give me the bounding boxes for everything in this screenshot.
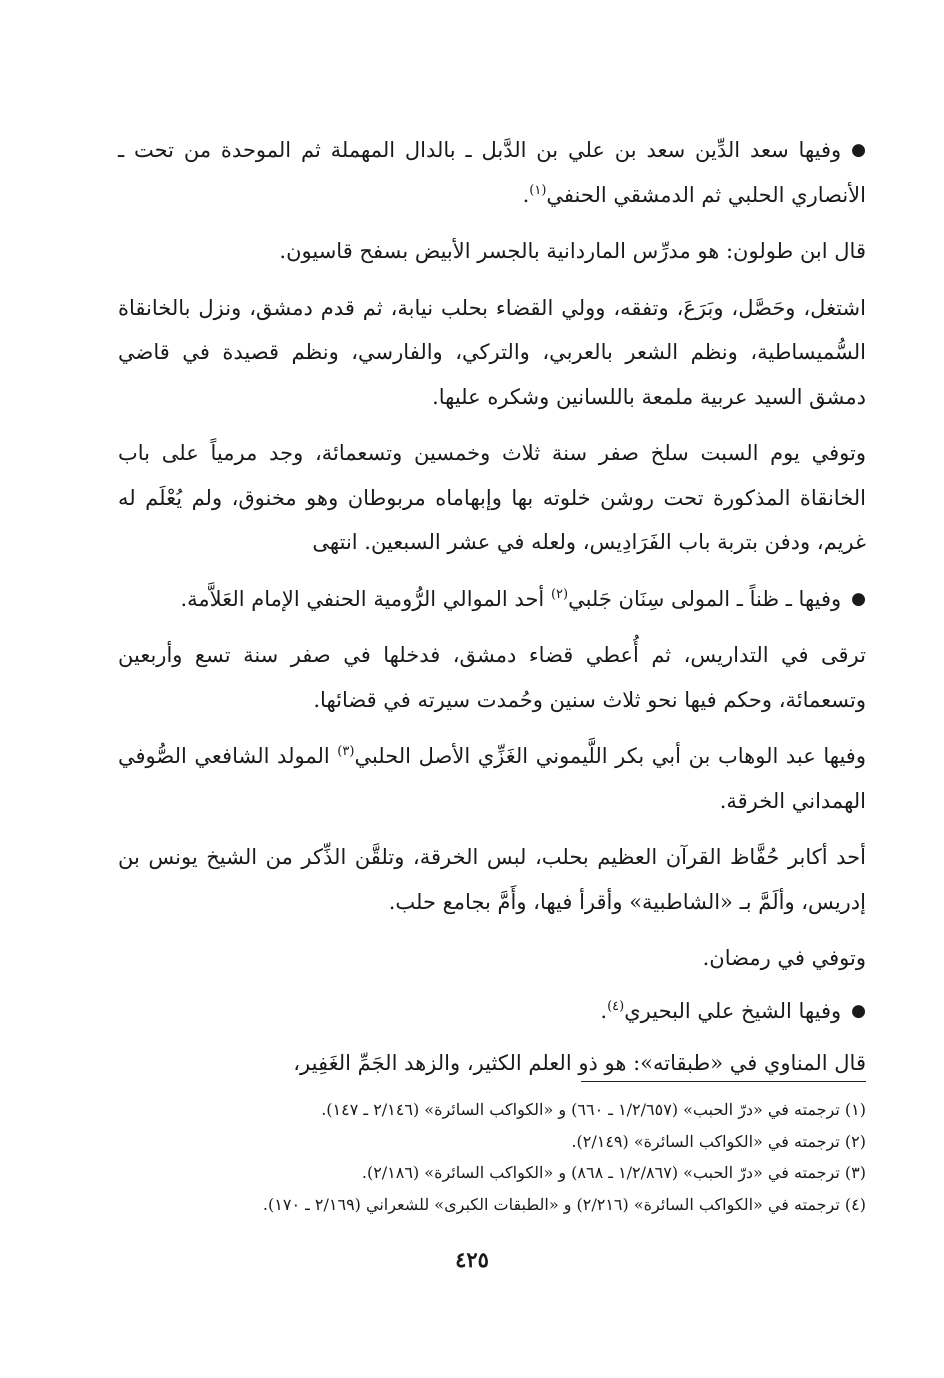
paragraph-munawi bbox=[118, 1041, 866, 1086]
main-text bbox=[118, 128, 866, 1098]
paragraph-abdulwahhab-bio bbox=[118, 835, 866, 924]
paragraph-text: وتوفي يوم السبت سلخ صفر سنة ثلاث وخمسين وتسعمائة، وجد مرمياً على باب الخانقاة المذكورة تحت روشن خلوته بها وإبهاماه مربوطان وهو مخنوق، ولم يُعْلَم له غريم، ودفن بتربة باب الفَرَادِيس، ولعله في عشر السبعين. انتهى bbox=[118, 441, 866, 554]
paragraph-tail: المولد الشافعي الصُّوفي الهمداني الخرقة. bbox=[118, 744, 866, 813]
footnote-ref-4[interactable]: (٤) bbox=[607, 998, 625, 1014]
paragraph-text: وفيها ـ ظناً ـ المولى سِنَان جَلبي bbox=[568, 586, 842, 611]
paragraph-death bbox=[118, 431, 866, 565]
paragraph-text: وفيها عبد الوهاب بن أبي بكر اللَّيموني الغَزِّي الأصل الحلبي bbox=[354, 744, 866, 768]
paragraph-entry-saad bbox=[118, 128, 866, 217]
paragraph-text: وفيها الشيخ علي البحيري bbox=[624, 998, 842, 1023]
paragraph-entry-buhairi bbox=[118, 989, 866, 1034]
paragraph-text: وتوفي في رمضان. bbox=[702, 946, 866, 970]
footnote-divider bbox=[581, 1081, 866, 1082]
paragraph-text: قال المناوي في «طبقاته»: هو ذو العلم الكثير، والزهد الجَمِّ الغَفِير، bbox=[293, 1051, 866, 1075]
paragraph-tail: أحد الموالي الرُّومية الحنفي الإمام العَلاَّمة. bbox=[180, 586, 551, 611]
paragraph-text: اشتغل، وحَصَّل، وبَرَعَ، وتفقه، وولي القضاء بحلب نيابة، ثم قدم دمشق، ونزل بالخانقاة السُّميساطية، ونظم الشعر بالعربي، والتركي، والفارسي، ونظم قصيدة في قاضي دمشق السيد عربية ملمعة باللسانين وشكره عليها. bbox=[118, 295, 866, 409]
paragraph-text: وفيها سعد الدِّين سعد بن علي بن الدَّبل ـ بالدال المهملة ثم الموحدة من تحت ـ الأنصاري الحلبي ثم الدمشقي الحنفي bbox=[118, 138, 866, 207]
footnote-ref-2[interactable]: (٢) bbox=[550, 586, 569, 602]
footnote-2: (٢) ترجمته في «الكواكب السائرة» (٢/١٤٩). bbox=[571, 1131, 866, 1151]
footnote-3: (٣) ترجمته في «درّ الحبب» (١/٢/٨٦٧ ـ ٨٦٨) و «الكواكب السائرة» (٢/١٨٦). bbox=[361, 1163, 866, 1182]
paragraph-studies bbox=[118, 286, 866, 420]
paragraph-entry-sinan bbox=[118, 577, 866, 622]
footnote-ref-1[interactable]: (١) bbox=[529, 182, 547, 198]
paragraph-text: قال ابن طولون: هو مدرِّس الماردانية بالجسر الأبيض بسفح قاسيون. bbox=[279, 239, 866, 263]
page-number: ٤٢٥ bbox=[455, 1247, 489, 1272]
paragraph-text: أحد أكابر حُفَّاظ القرآن العظيم بحلب، لبس الخرقة، وتلقَّن الذِّكر من الشيخ يونس بن إدريس، وألَمَّ بـ «الشاطبية» وأقرأ فيها، وأَمَّ بجامع حلب. bbox=[118, 845, 866, 914]
paragraph-abdulwahhab-death bbox=[118, 936, 866, 981]
paragraph-entry-abdulwahhab bbox=[118, 734, 866, 823]
bullet-icon: ● bbox=[851, 1000, 866, 1021]
paragraph-tail: . bbox=[522, 182, 530, 207]
paragraph-ibn-tulun bbox=[118, 229, 866, 274]
paragraph-tail: . bbox=[600, 998, 608, 1023]
footnote-1: (١) ترجمته في «درّ الحبب» (١/٢/٦٥٧ ـ ٦٦٠) و «الكواكب السائرة» (٢/١٤٦ ـ ١٤٧). bbox=[321, 1100, 866, 1119]
bullet-icon: ● bbox=[851, 140, 866, 160]
bullet-icon: ● bbox=[851, 588, 866, 609]
paragraph-sinan-career bbox=[118, 633, 866, 722]
paragraph-text: ترقى في التداريس، ثم أُعطي قضاء دمشق، فدخلها في صفر سنة تسع وأربعين وتسعمائة، وحكم فيها نحو ثلاث سنين وحُمدت سيرته في قضائها. bbox=[118, 643, 866, 712]
footnote-ref-3[interactable]: (٣) bbox=[337, 744, 355, 759]
footnote-4: (٤) ترجمته في «الكواكب السائرة» (٢/٢١٦) و «الطبقات الكبرى» للشعراني (٢/١٦٩ ـ ١٧٠). bbox=[262, 1194, 866, 1214]
footnotes bbox=[118, 1094, 866, 1220]
